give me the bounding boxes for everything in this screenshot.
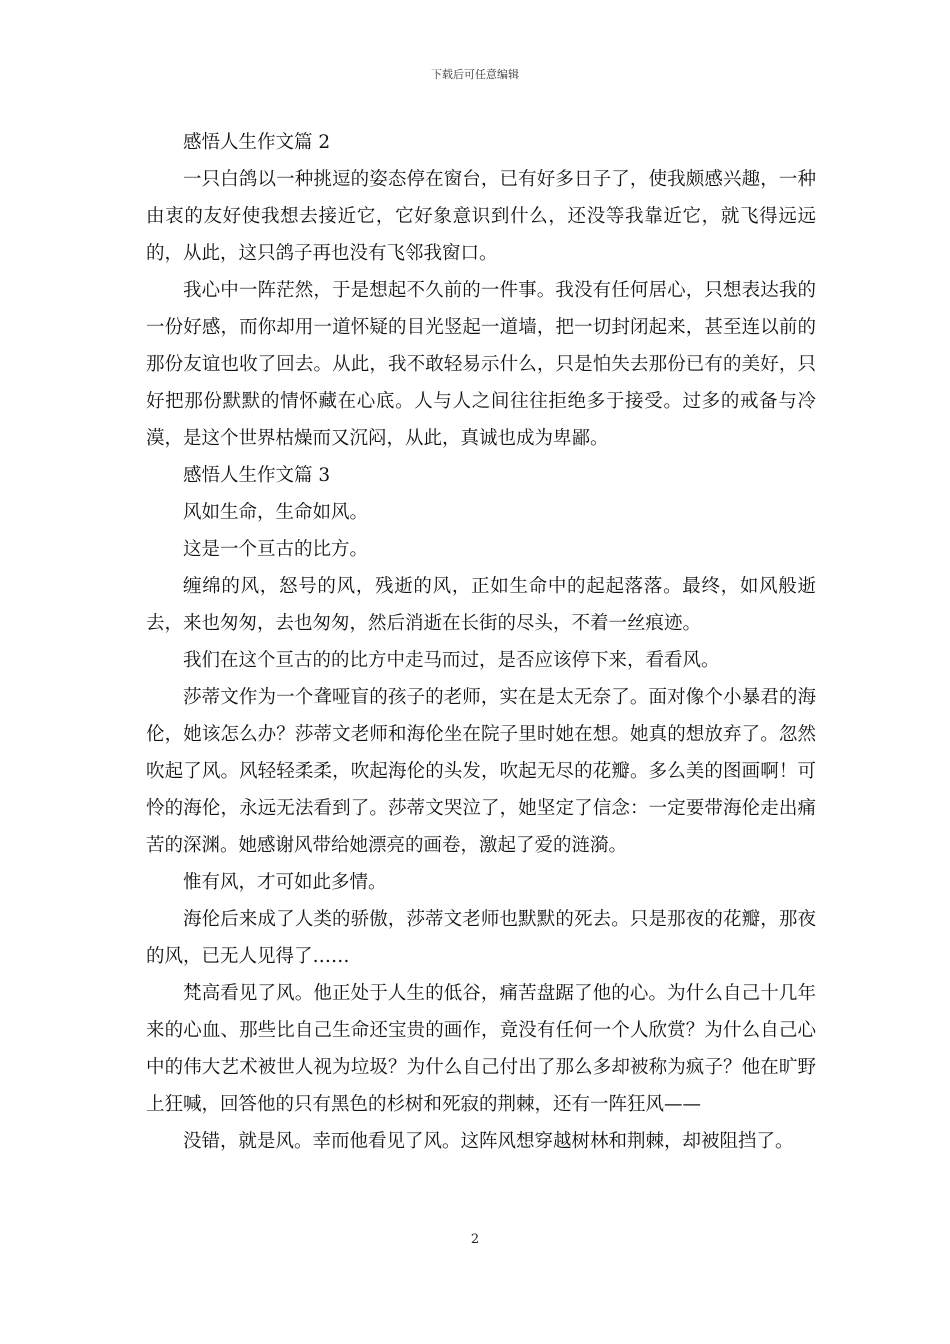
section-3-paragraph: 缠绵的风，怒号的风，残逝的风，正如生命中的起起落落。最终，如风般逝去，来也匆匆，去也匆匆，然后消逝在长街的尽头，不着一丝痕迹。 — [146, 576, 816, 634]
section-3-title: 感悟人生作文篇 3 — [183, 465, 331, 486]
header-note: 下载后可任意编辑 — [431, 68, 519, 81]
section-2-title: 感悟人生作文篇 2 — [183, 132, 331, 153]
document-body — [146, 124, 816, 1160]
section-2-paragraph: 一只白鸽以一种挑逗的姿态停在窗台，已有好多日子了，使我颇感兴趣，一种由衷的友好使我想去接近它，它好象意识到什么，还没等我靠近它，就飞得远远的，从此，这只鸽子再也没有飞邻我窗口。 — [146, 169, 816, 264]
page-number: 2 — [470, 1232, 480, 1247]
section-2-paragraph: 我心中一阵茫然，于是想起不久前的一件事。我没有任何居心，只想表达我的一份好感，而你却用一道怀疑的目光竖起一道墙，把一切封闭起来，甚至连以前的那份友谊也收了回去。从此，我不敢轻易示什么，只是怕失去那份已有的美好，只好把那份默默的情怀藏在心底。人与人之间往往拒绝多于接受。过多的戒备与冷漠，是这个世界枯燥而又沉闷，从此，真诚也成为卑鄙。 — [146, 280, 816, 449]
section-3-paragraph: 这是一个亘古的比方。 — [183, 539, 369, 560]
section-3-paragraph: 海伦后来成了人类的骄傲，莎蒂文老师也默默的死去。只是那夜的花瓣，那夜的风，已无人见得了…… — [146, 909, 816, 967]
section-3-paragraph: 我们在这个亘古的的比方中走马而过，是否应该停下来，看看风。 — [183, 650, 720, 671]
section-3-paragraph: 风如生命，生命如风。 — [183, 502, 369, 523]
section-3-paragraph: 没错，就是风。幸而他看见了风。这阵风想穿越树林和荆棘，却被阻挡了。 — [183, 1131, 794, 1152]
section-3-paragraph: 莎蒂文作为一个聋哑盲的孩子的老师，实在是太无奈了。面对像个小暴君的海伦，她该怎么办？莎蒂文老师和海伦坐在院子里时她在想。她真的想放弃了。忽然吹起了风。风轻轻柔柔，吹起海伦的头发，吹起无尽的花瓣。多么美的图画啊！可怜的海伦，永远无法看到了。莎蒂文哭泣了，她坚定了信念：一定要带海伦走出痛苦的深渊。她感谢风带给她漂亮的画卷，激起了爱的涟漪。 — [146, 687, 816, 856]
section-3-paragraph: 惟有风，才可如此多情。 — [183, 872, 387, 893]
section-3-paragraph: 梵高看见了风。他正处于人生的低谷，痛苦盘踞了他的心。为什么自己十几年来的心血、那些比自己生命还宝贵的画作，竟没有任何一个人欣赏？为什么自己心中的伟大艺术被世人视为垃圾？为什么自己付出了那么多却被称为疯子？他在旷野上狂喊，回答他的只有黑色的杉树和死寂的荆棘，还有一阵狂风—— — [146, 983, 816, 1115]
